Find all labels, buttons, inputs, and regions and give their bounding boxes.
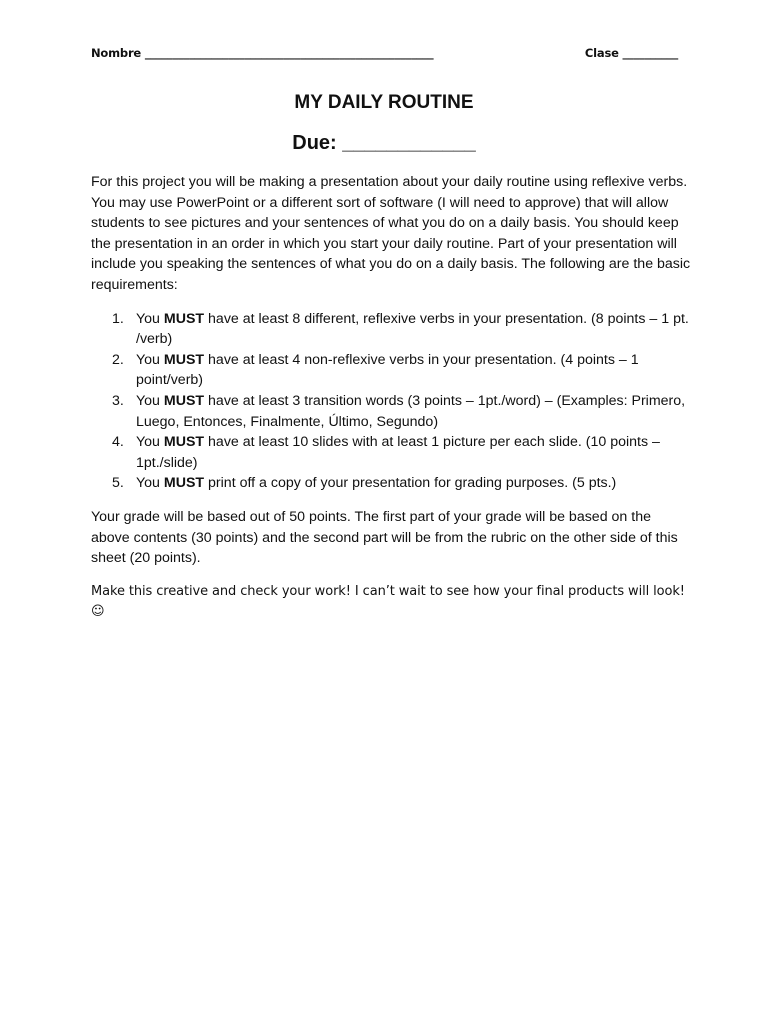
closing-note: Make this creative and check your work! I can’t wait to see how your final products will look! ☺ bbox=[91, 583, 685, 619]
requirement-text: print off a copy of your presentation for grading purposes. (5 pts.) bbox=[204, 475, 617, 492]
requirement-number: 2. bbox=[112, 351, 124, 368]
nombre-field: Nombre ____________________________________________________ bbox=[91, 46, 434, 60]
requirement-number: 5. bbox=[112, 475, 124, 492]
requirement-text: have at least 8 different, reflexive verbs in your presentation. (8 points – 1 pt. /verb) bbox=[136, 310, 689, 348]
intro-paragraph: For this project you will be making a presentation about your daily routine using reflexive verbs. You may use PowerPoint or a different sort of software (I will need to approve) that will allow students to see pictures and your sentences of what you do on a daily basis. You should keep the presentation in an order in which you start your daily routine. Part of your presentation will include you speaking the sentences of what you do on a daily basis. The following are the basic requirements: bbox=[91, 174, 691, 293]
requirement-number: 1. bbox=[112, 310, 124, 327]
requirement-prefix: You bbox=[136, 310, 164, 327]
requirement-number: 3. bbox=[112, 392, 124, 409]
requirement-text: have at least 4 non-reflexive verbs in your presentation. (4 points – 1 point/verb) bbox=[136, 351, 639, 389]
header-row bbox=[91, 46, 678, 64]
requirement-emphasis: MUST bbox=[163, 434, 205, 451]
requirement-text: have at least 3 transition words (3 points – 1pt./word) – (Examples: Primero, Luego, Entonces, Finalmente, Último, Segundo) bbox=[136, 392, 686, 430]
requirement-item bbox=[91, 350, 691, 391]
requirement-prefix: You bbox=[136, 351, 164, 368]
page-title: MY DAILY ROUTINE bbox=[294, 92, 474, 113]
grade-paragraph: Your grade will be based out of 50 points. The first part of your grade will be based on the above contents (30 points) and the second part will be from the rubric on the other side of this sheet (20 points). bbox=[91, 508, 678, 567]
requirement-item bbox=[91, 432, 691, 473]
requirement-prefix: You bbox=[136, 475, 164, 492]
requirement-item bbox=[91, 391, 691, 432]
requirement-emphasis: MUST bbox=[163, 392, 205, 409]
requirement-emphasis: MUST bbox=[163, 310, 205, 327]
body-content bbox=[91, 172, 691, 622]
clase-field: Clase __________ bbox=[584, 46, 678, 60]
requirement-emphasis: MUST bbox=[163, 351, 205, 368]
requirements-list bbox=[91, 309, 691, 494]
requirement-emphasis: MUST bbox=[163, 475, 205, 492]
requirement-prefix: You bbox=[136, 392, 164, 409]
requirement-item bbox=[91, 309, 691, 350]
requirement-text: have at least 10 slides with at least 1 picture per each slide. (10 points – 1pt./slide) bbox=[136, 434, 660, 471]
requirement-prefix: You bbox=[136, 434, 164, 451]
due-date-line: Due: ____________ bbox=[292, 132, 476, 154]
requirement-number: 4. bbox=[112, 434, 124, 451]
requirement-item bbox=[91, 473, 691, 494]
